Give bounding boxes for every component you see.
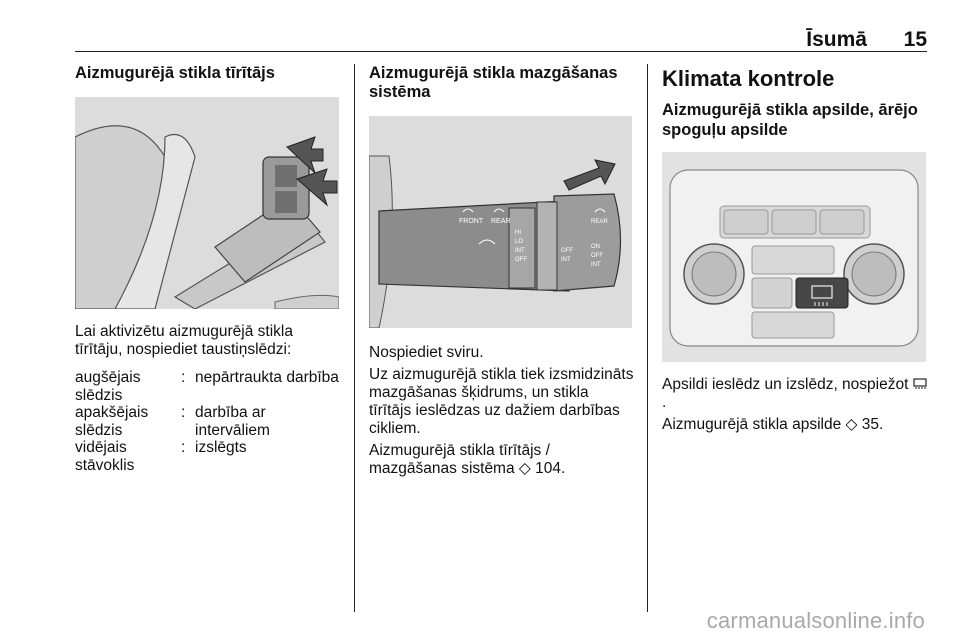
section-heading: Aizmugurējā stikla apsilde, ārējo spoguļu apsilde: [662, 101, 918, 139]
page-header: [75, 28, 927, 52]
lever-label-on: ON: [591, 244, 600, 250]
column-climate-control: [662, 64, 928, 434]
definition-row: [75, 404, 340, 439]
cross-reference-link[interactable]: 35.: [861, 416, 884, 433]
section-heading: Aizmugurējā stikla tīrītājs: [75, 64, 275, 82]
definition-colon: :: [181, 404, 186, 421]
rear-defrost-icon: [913, 377, 927, 389]
paragraph-press-lever: Nospiediet sviru.: [369, 344, 484, 361]
lever-label-ring-off: OFF: [561, 248, 573, 254]
section-heading: Aizmugurējā stikla mazgāšanas sistēma: [369, 64, 618, 101]
lever-label-rear: REAR: [491, 218, 511, 225]
lever-label-rear-2: REAR: [591, 219, 608, 225]
lever-label-off-2: OFF: [591, 253, 603, 259]
definition-colon: :: [181, 439, 186, 456]
definition-description: izslēgts: [195, 439, 247, 456]
column-rear-washer: [369, 64, 634, 478]
lever-label-hi: HI: [515, 230, 521, 236]
column-rear-wiper: [75, 64, 340, 474]
climate-panel-figure: [662, 152, 926, 362]
intro-text: Lai aktivizētu aizmugurējā stikla tīrītāju, nospiediet taustiņslēdzi:: [75, 323, 293, 358]
reference-arrow-icon: ◇: [518, 460, 531, 477]
watermark-credit: carmanualsonline.info: [706, 608, 925, 633]
lever-label-lo: LO: [515, 239, 524, 245]
cross-reference-link[interactable]: 104.: [535, 460, 566, 477]
definition-list: [75, 369, 340, 474]
cross-reference-text: Aizmugurējā stikla apsilde: [662, 416, 842, 433]
wiper-switch-figure: [75, 97, 339, 309]
page-number: 15: [903, 28, 927, 51]
lever-label-int-2: INT: [591, 262, 601, 268]
definition-term: apakšējais slēdzis: [75, 404, 149, 439]
heating-toggle-text: Apsildi ieslēdz un izslēdz, nospiežot: [662, 376, 909, 393]
paragraph-cross-reference: [662, 416, 928, 434]
chapter-heading: Klimata kontrole: [662, 66, 835, 91]
cross-reference-text: Aizmugurējā stikla tīrītājs / mazgāšanas sistēma: [369, 442, 550, 477]
column-divider: [647, 64, 648, 612]
definition-term: vidējais stāvoklis: [75, 439, 135, 474]
paragraph-washer-description: Uz aizmugurējā stikla tiek izsmidzināts mazgāšanas šķidrums, un stikla tīrītājs ieslēdzas uz dažiem darbības cikliem.: [369, 366, 634, 437]
reference-arrow-icon: ◇: [845, 416, 858, 433]
definition-row: [75, 439, 340, 474]
definition-description: nepārtraukta darbība: [195, 369, 339, 386]
lever-label-off: OFF: [515, 257, 527, 263]
paragraph-cross-reference: [369, 442, 634, 478]
definition-description: darbība ar intervāliem: [195, 404, 270, 439]
definition-row: [75, 369, 340, 404]
header-title: Īsumā: [806, 28, 867, 51]
column-divider: [354, 64, 355, 612]
lever-label-ring-int: INT: [561, 257, 571, 263]
washer-lever-figure: [369, 116, 632, 328]
wiper-switch-illustration: [75, 97, 339, 309]
definition-term: augšējais slēdzis: [75, 369, 141, 404]
climate-panel-illustration: [662, 152, 926, 362]
lever-label-front: FRONT: [459, 218, 484, 225]
definition-colon: :: [181, 369, 186, 386]
washer-lever-illustration: [369, 116, 632, 328]
paragraph-heating-toggle: Apsildi ieslēdz un izslēdz, nospiežot .: [662, 376, 928, 412]
lever-label-int: INT: [515, 248, 525, 254]
